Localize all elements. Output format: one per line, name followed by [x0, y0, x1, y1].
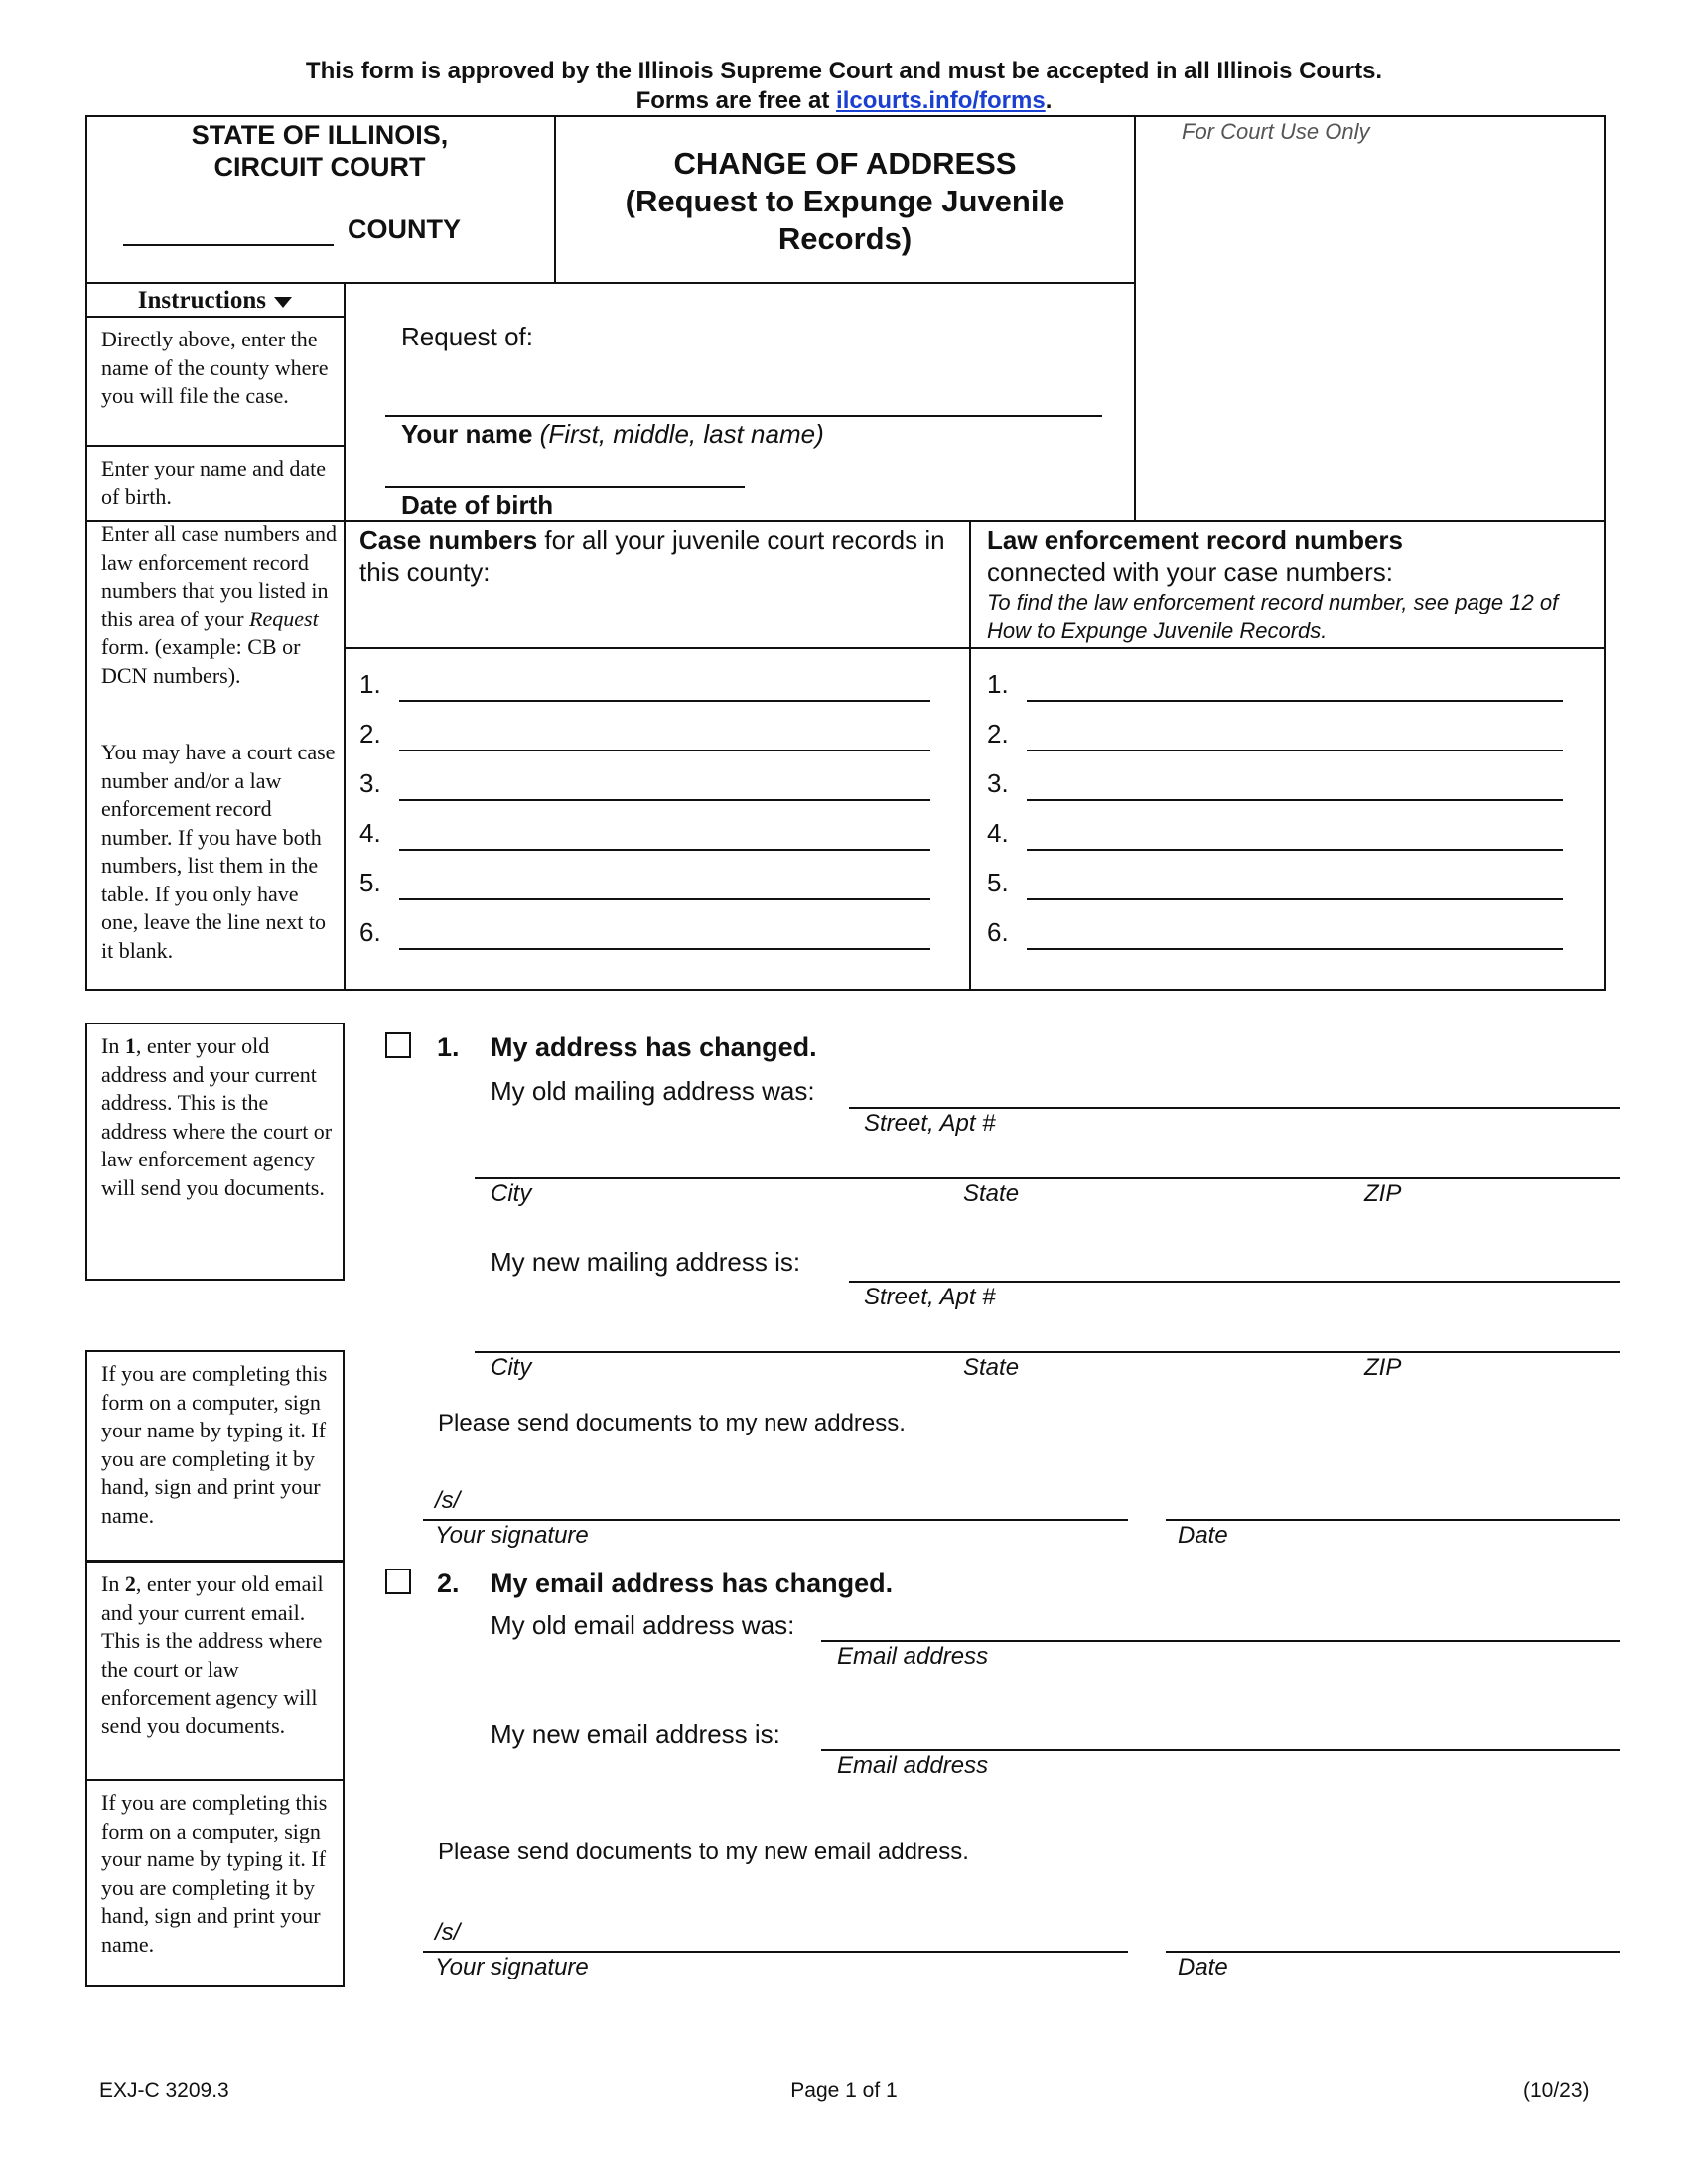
title-line: CHANGE OF ADDRESS: [673, 146, 1017, 181]
instruction-text: Enter all case numbers and law enforcement record numbers that you listed in this area of your: [101, 521, 338, 631]
court-name: [85, 119, 554, 183]
dob-input[interactable]: [385, 486, 745, 488]
row-number: 4.: [359, 818, 381, 848]
row-number: 5.: [359, 868, 381, 897]
old-email-label: My old email address was:: [491, 1610, 795, 1640]
case-number-input[interactable]: [399, 898, 930, 900]
forms-notice: [0, 87, 1688, 115]
instruction-text: In: [101, 1571, 125, 1596]
forms-prefix: Forms are free at: [635, 87, 837, 114]
row-number: 5.: [987, 868, 1009, 897]
instruction-case-numbers: [101, 520, 340, 690]
law-numbers-heading: [987, 524, 1593, 645]
forms-link[interactable]: ilcourts.info/forms: [836, 87, 1046, 114]
row-number: 1.: [359, 669, 381, 699]
street-caption: Street, Apt #: [864, 1284, 996, 1310]
new-email-input[interactable]: [821, 1749, 1620, 1751]
state-line: STATE OF ILLINOIS,: [191, 120, 449, 150]
row-number: 3.: [359, 768, 381, 798]
street-caption: Street, Apt #: [864, 1110, 996, 1137]
court-use-label: For Court Use Only: [1182, 119, 1370, 144]
send-address-text: Please send documents to my new address.: [438, 1410, 906, 1436]
your-name-bold: Your name: [401, 419, 533, 449]
forms-suffix: .: [1045, 87, 1053, 114]
case-number-input[interactable]: [399, 948, 930, 950]
city-caption: City: [491, 1180, 532, 1207]
send-email-text: Please send documents to my new email address.: [438, 1839, 969, 1865]
city-caption: City: [491, 1354, 532, 1381]
law-number-input[interactable]: [1027, 898, 1563, 900]
form-code: EXJ-C 3209.3: [99, 2079, 229, 2102]
instruction-signature-2: If you are completing this form on a computer, sign your name by typing it. If you are completing it by hand, sign and print your name.: [85, 1779, 345, 1987]
date-caption: Date: [1178, 1954, 1228, 1980]
instruction-name: Enter your name and date of birth.: [101, 456, 327, 509]
law-heading-hint: To find the law enforcement record number, see page 12 of How to Expunge Juvenile Records.: [987, 590, 1559, 643]
your-name-hint: (First, middle, last name): [532, 419, 824, 449]
instruction-text: 2: [124, 1571, 136, 1596]
approval-notice: This form is approved by the Illinois Supreme Court and must be accepted in all Illinois Courts.: [305, 58, 1383, 84]
instructions-heading: [85, 287, 345, 315]
signature-caption: Your signature: [435, 1954, 589, 1980]
case-number-input[interactable]: [399, 849, 930, 851]
row-number: 2.: [359, 719, 381, 749]
new-street-input[interactable]: [849, 1281, 1620, 1283]
case-number-input[interactable]: [399, 750, 930, 751]
email-caption: Email address: [837, 1752, 989, 1779]
law-number-input[interactable]: [1027, 849, 1563, 851]
county-label: COUNTY: [348, 214, 461, 244]
instruction-text: form. (example: CB or DCN numbers).: [101, 634, 301, 688]
row-number: 2.: [987, 719, 1009, 749]
instruction-both-numbers: You may have a court case number and/or a law enforcement record number. If you have both numbers, list them in the table. If you only have one, leave the line next to it blank.: [101, 740, 336, 963]
case-heading-rest: for all your juvenile court records in this county:: [359, 525, 945, 587]
case-numbers-heading: [359, 524, 960, 588]
law-number-input[interactable]: [1027, 700, 1563, 702]
case-heading-bold: Case numbers: [359, 525, 538, 555]
instruction-email: [85, 1561, 345, 1781]
form-title: [556, 145, 1134, 258]
dob-label: Date of birth: [401, 490, 554, 520]
signature-input[interactable]: [423, 1519, 1128, 1521]
divider: [85, 282, 1135, 284]
instruction-text: , enter your old address and your current address. This is the address where the court or law enforcement agency will send you documents.: [101, 1033, 333, 1200]
law-number-input[interactable]: [1027, 948, 1563, 950]
zip-caption: ZIP: [1364, 1354, 1402, 1381]
triangle-down-icon: [274, 297, 292, 308]
instruction-address: [85, 1023, 345, 1281]
state-caption: State: [963, 1180, 1020, 1207]
email-changed-checkbox[interactable]: [385, 1569, 411, 1594]
divider: [85, 445, 345, 447]
your-name-label: [401, 419, 824, 450]
law-number-input[interactable]: [1027, 750, 1563, 751]
section2-number: 2.: [437, 1569, 460, 1598]
row-number: 3.: [987, 768, 1009, 798]
law-heading-bold: Law enforcement record numbers: [987, 525, 1403, 555]
section1-heading: My address has changed.: [491, 1032, 817, 1062]
section2-heading: My email address has changed.: [491, 1569, 894, 1598]
title-line: Records): [777, 221, 913, 256]
address-changed-checkbox[interactable]: [385, 1032, 411, 1058]
revision-date: (10/23): [1523, 2079, 1590, 2102]
page-number: Page 1 of 1: [790, 2079, 898, 2102]
new-address-label: My new mailing address is:: [491, 1247, 801, 1277]
date-caption: Date: [1178, 1522, 1228, 1549]
date-input[interactable]: [1166, 1519, 1620, 1521]
signature-caption: Your signature: [435, 1522, 589, 1549]
date-input[interactable]: [1166, 1951, 1620, 1953]
row-number: 6.: [987, 917, 1009, 947]
request-of-label: Request of:: [401, 322, 533, 351]
instruction-county: Directly above, enter the name of the county where you will file the case.: [101, 327, 329, 408]
county-input[interactable]: [123, 244, 334, 246]
name-input[interactable]: [385, 415, 1102, 417]
law-number-input[interactable]: [1027, 799, 1563, 801]
new-email-label: My new email address is:: [491, 1719, 780, 1749]
old-email-input[interactable]: [821, 1640, 1620, 1642]
old-city-state-zip-input[interactable]: [475, 1177, 1620, 1179]
section1-number: 1.: [437, 1032, 460, 1062]
instruction-text: , enter your old email and your current email. This is the address where the court or law enforcement agency will send you documents.: [101, 1571, 324, 1738]
old-street-input[interactable]: [849, 1107, 1620, 1109]
divider: [85, 316, 345, 318]
divider: [969, 520, 971, 991]
instruction-text: Request: [249, 606, 319, 631]
instruction-signature-1: If you are completing this form on a computer, sign your name by typing it. If you are completing it by hand, sign and print your name.: [85, 1350, 345, 1562]
row-number: 4.: [987, 818, 1009, 848]
new-city-state-zip-input[interactable]: [475, 1351, 1620, 1353]
signature-prefix: /s/: [435, 1487, 461, 1514]
state-caption: State: [963, 1354, 1020, 1381]
divider: [1134, 115, 1136, 520]
row-number: 1.: [987, 669, 1009, 699]
circuit-line: CIRCUIT COURT: [213, 152, 426, 182]
zip-caption: ZIP: [1364, 1180, 1402, 1207]
divider: [344, 647, 1606, 649]
old-address-label: My old mailing address was:: [491, 1076, 815, 1106]
signature-input[interactable]: [423, 1951, 1128, 1953]
row-number: 6.: [359, 917, 381, 947]
case-number-input[interactable]: [399, 799, 930, 801]
law-heading-rest: connected with your case numbers:: [987, 557, 1393, 587]
divider: [344, 282, 346, 991]
signature-prefix: /s/: [435, 1919, 461, 1946]
case-number-input[interactable]: [399, 700, 930, 702]
instruction-text: 1: [124, 1033, 136, 1058]
email-caption: Email address: [837, 1643, 989, 1670]
instructions-title: Instructions: [137, 287, 266, 314]
instruction-text: In: [101, 1033, 125, 1058]
title-line: (Request to Expunge Juvenile: [625, 184, 1065, 218]
